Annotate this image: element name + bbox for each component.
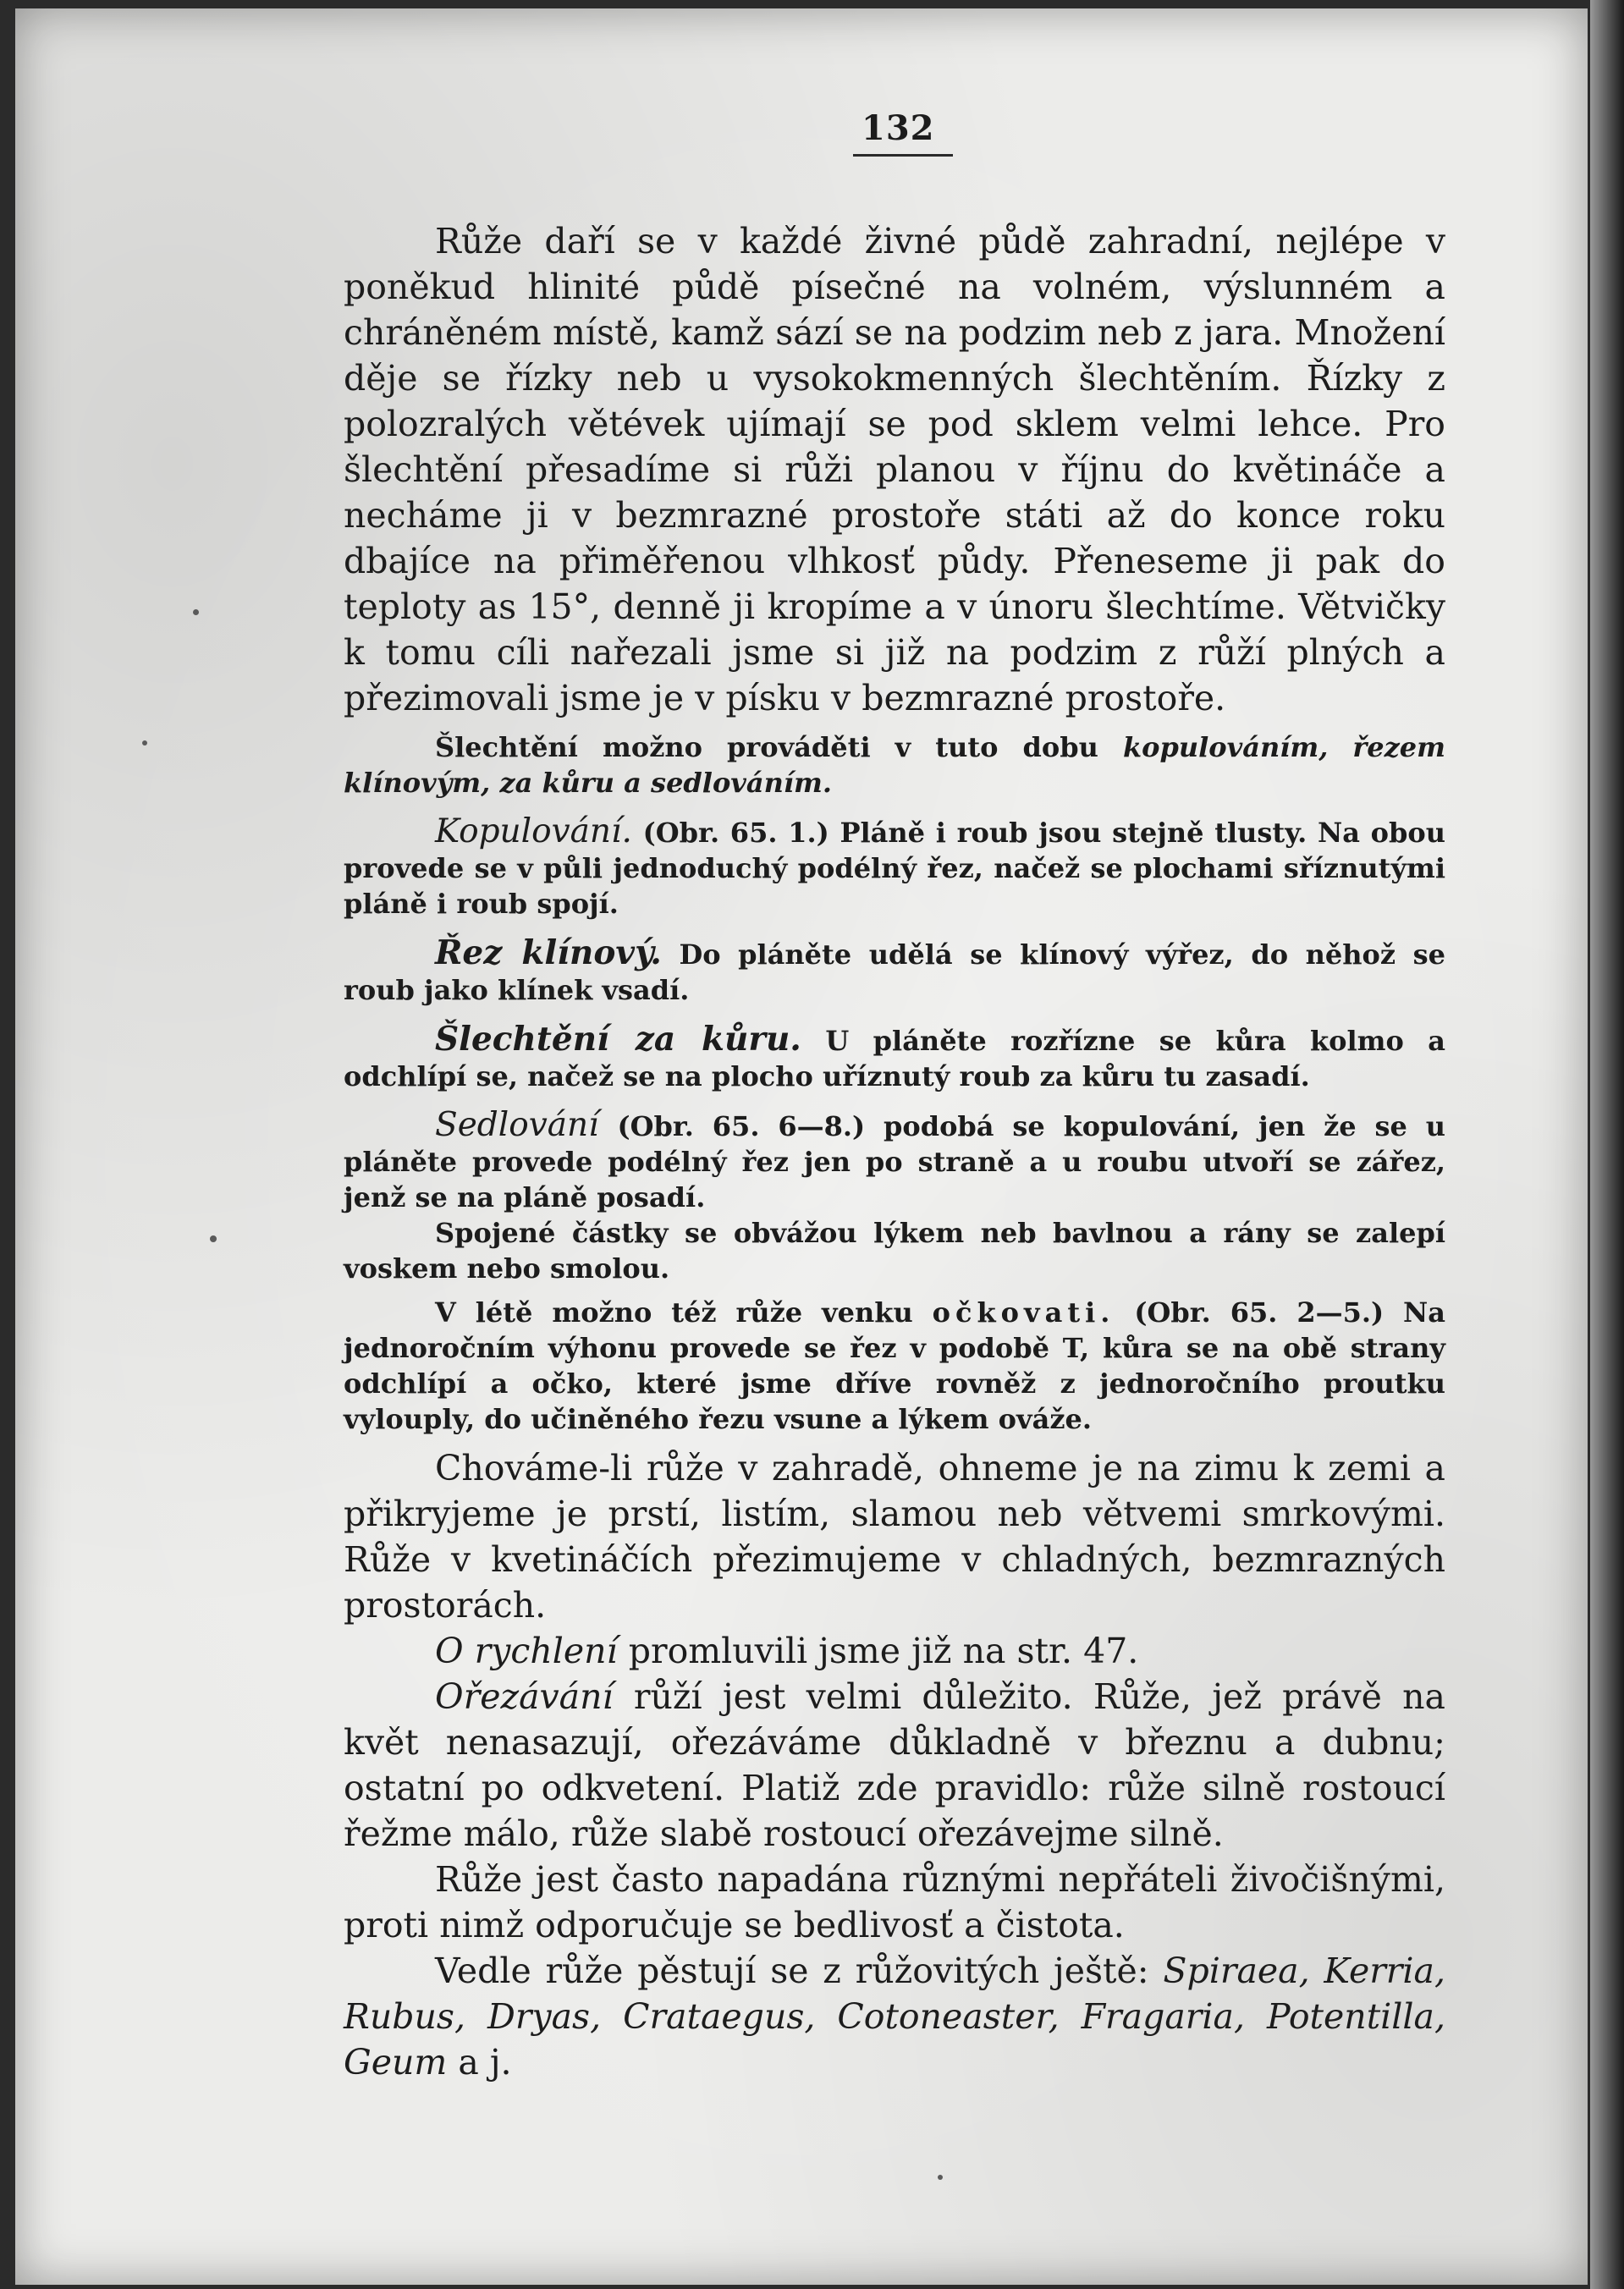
paragraph-spojeni: Spojené částky se obvážou lýkem neb bavlnou a rány se zalepí voskem nebo smolou.: [344, 1217, 1445, 1285]
paper-speck: [938, 2175, 943, 2180]
paragraph-forcing: [344, 1628, 1445, 1674]
paragraph-pruning: [344, 1674, 1445, 1857]
term-ockovani: očkovati.: [932, 1296, 1115, 1329]
paragraph-pests: Růže jest často napadána různými nepřáteli živočišnými, proti nimž odporučuje se bedlivosť a čistota.: [344, 1859, 1445, 1945]
book-page: [15, 8, 1588, 2285]
term-kopulovani: Kopulování.: [435, 812, 632, 850]
grafting-methods-list: kopulováním, řezem klínovým, za kůru a sedlováním.: [344, 731, 1446, 799]
term-orezavani: Ořezávání: [435, 1676, 614, 1717]
ockovani-text: (Obr. 65. 2—5.) Na jednoročním výhonu provede se řez v podobě T, kůra se na obě strany odchlípí a očko, které jsme dříve rovněž z jednoročního proutku vylouply, do učiněného řezu vsune a lýkem ováže.: [344, 1296, 1446, 1435]
paragraph-sedlovani: [344, 1108, 1445, 1215]
pruning-text: růží jest velmi důležito. Růže, jež právě na květ nenasazují, ořezáváme důkladně v březnu a dubnu; ostatní po odkvetení. Platiž zde pravidlo: růže silně rostoucí řežme málo, růže slabě rostoucí ořezávejme silně.: [344, 1676, 1445, 1854]
paper-speck: [193, 609, 199, 615]
ockovani-intro: V létě možno též růže venku: [435, 1296, 913, 1329]
paragraph-ockovani: [344, 1295, 1445, 1437]
sedlovani-text: (Obr. 65. 6—8.) podobá se kopulování, jen že se u pláněte provede podélný řez jen po straně a u roubu utvoří se zářez, jenž se na pláně posadí.: [344, 1110, 1446, 1213]
forcing-text: promluvili jsme již na str. 47.: [628, 1631, 1139, 1671]
paper-speck: [210, 1235, 217, 1242]
grafting-intro: Šlechtění možno prováděti v tuto dobu: [435, 731, 1098, 763]
paragraph-other-genera: [344, 1948, 1445, 2085]
rez-klinovy-text: Do pláněte udělá se klínový výřez, do něhož se roub jako klínek vsadí.: [344, 938, 1446, 1006]
genera-intro: Vedle růže pěstují se z růžovitých ještě:: [435, 1951, 1149, 1991]
term-rychleni: O rychlení: [435, 1631, 618, 1671]
genera-list: Spiraea, Kerria, Rubus, Dryas, Crataegus, Cotoneaster, Fragaria, Potentilla, Geum: [344, 1951, 1445, 2083]
page-body: [344, 218, 1445, 2085]
kopulovani-text: (Obr. 65. 1.) Pláně i roub jsou stejně tlusty. Na obou provede se v půli jednoduchý podélný řez, načež se plochami sříznutými pláně i roub spojí.: [344, 817, 1446, 920]
page-number-rule: [853, 154, 953, 157]
genera-end: a j.: [458, 2042, 512, 2083]
term-za-kuru: Šlechtění za kůru.: [435, 1020, 801, 1059]
paper-speck: [142, 740, 147, 746]
paragraph-winter: Chováme-li růže v zahradě, ohneme je na zimu k zemi a přikryjeme je prstí, listím, slamou neb větvemi smrkovými. Růže v kvetináčích přezimujeme v chladných, bezmrazných prostorách.: [344, 1448, 1445, 1626]
term-sedlovani: Sedlování: [435, 1106, 599, 1144]
paragraph-kopulovani: [344, 814, 1445, 922]
paragraph-soil-propagation: Růže daří se v každé živné půdě zahradní, nejlépe v poněkud hlinité půdě písečné na volném, výslunném a chráněném místě, kamž sází se na podzim neb z jara. Množení děje se řízky neb u vysokokmenných šlechtěním. Řízky z polozralých větévek ujímají se pod sklem velmi lehce. Pro šlechtění přesadíme si růži planou v říjnu do květináče a necháme ji v bezmrazné prostoře státi až do konce roku dbajíce na přiměřenou vlhkosť půdy. Přeneseme ji pak do teploty as 15°, denně ji kropíme a v únoru šlechtíme. Větvičky k tomu cíli nařezali jsme si již na podzim z růží plných a přezimovali jsme je v písku v bezmrazné prostoře.: [344, 221, 1445, 718]
term-rez-klinovy: Řez klínový.: [435, 933, 662, 972]
paragraph-grafting-methods: [344, 729, 1445, 801]
za-kuru-text: U pláněte rozřízne se kůra kolmo a odchlípí se, načež se na plocho uříznutý roub za kůru tu zasadí.: [344, 1025, 1446, 1092]
page-edge-shadow: [1590, 0, 1624, 2289]
paragraph-rez-klinovy: [344, 935, 1445, 1008]
paragraph-za-kuru: [344, 1021, 1445, 1094]
page-number: 132: [862, 108, 935, 148]
